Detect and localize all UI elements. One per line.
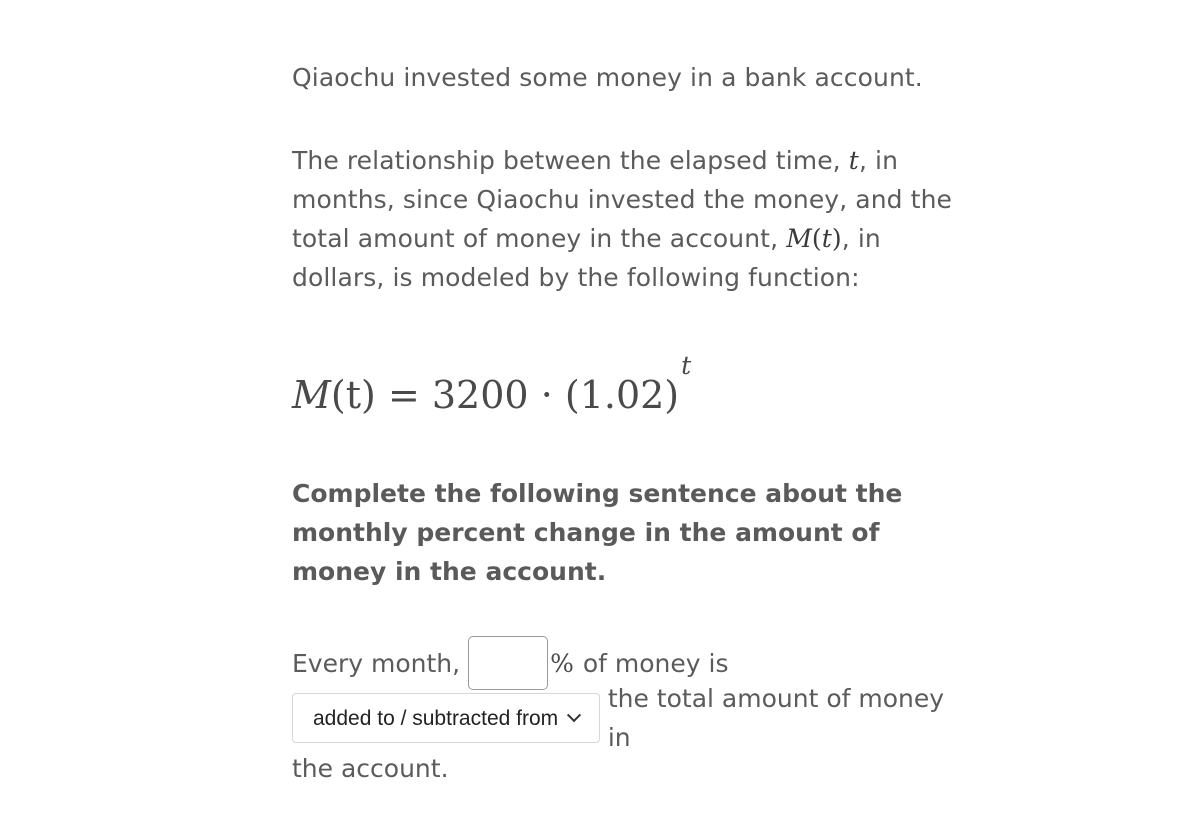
sentence-after-percent: of money is <box>582 648 729 678</box>
paren-close: ) <box>831 224 842 253</box>
formula-exponent: t <box>681 351 692 380</box>
percent-sign: % <box>550 648 574 678</box>
formula-dot: · <box>540 373 553 417</box>
relationship-part1: The relationship between the elapsed time, <box>292 146 849 175</box>
chevron-down-icon <box>567 708 581 722</box>
formula-lhs: M <box>292 373 331 417</box>
relationship-part3: , in dollars, is modeled by the following function: <box>292 224 881 292</box>
intro-text: Qiaochu invested some money in a bank account. <box>292 63 923 92</box>
question-prompt: Complete the following sentence about the monthly percent change in the amount of money in the account. <box>292 479 903 586</box>
variable-M: M <box>786 224 812 253</box>
percent-answer-input[interactable] <box>468 636 548 690</box>
change-direction-dropdown[interactable] <box>292 693 600 743</box>
sentence-line-2 <box>292 684 972 752</box>
relationship-text <box>292 141 972 297</box>
variable-t-arg: t <box>821 224 832 253</box>
paren-open: ( <box>811 224 822 253</box>
problem-content <box>292 58 972 788</box>
relationship-part2: , in months, since Qiaochu invested the money, and the total amount of money in the account, <box>292 146 953 253</box>
dropdown-selected-value: added to / subtracted from <box>313 706 559 730</box>
sentence-start: Every month, <box>292 648 461 678</box>
answer-sentence <box>292 635 972 788</box>
sentence-end: the account. <box>292 754 449 783</box>
formula-coefficient: 3200 <box>431 373 529 417</box>
formula-base: (1.02) <box>564 373 680 417</box>
formula-lhs-arg: (t) <box>330 373 376 417</box>
sentence-after-dropdown: the total amount of money in <box>607 684 945 752</box>
formula <box>292 351 972 430</box>
formula-equals: = <box>387 373 420 417</box>
variable-t: t <box>848 146 859 175</box>
